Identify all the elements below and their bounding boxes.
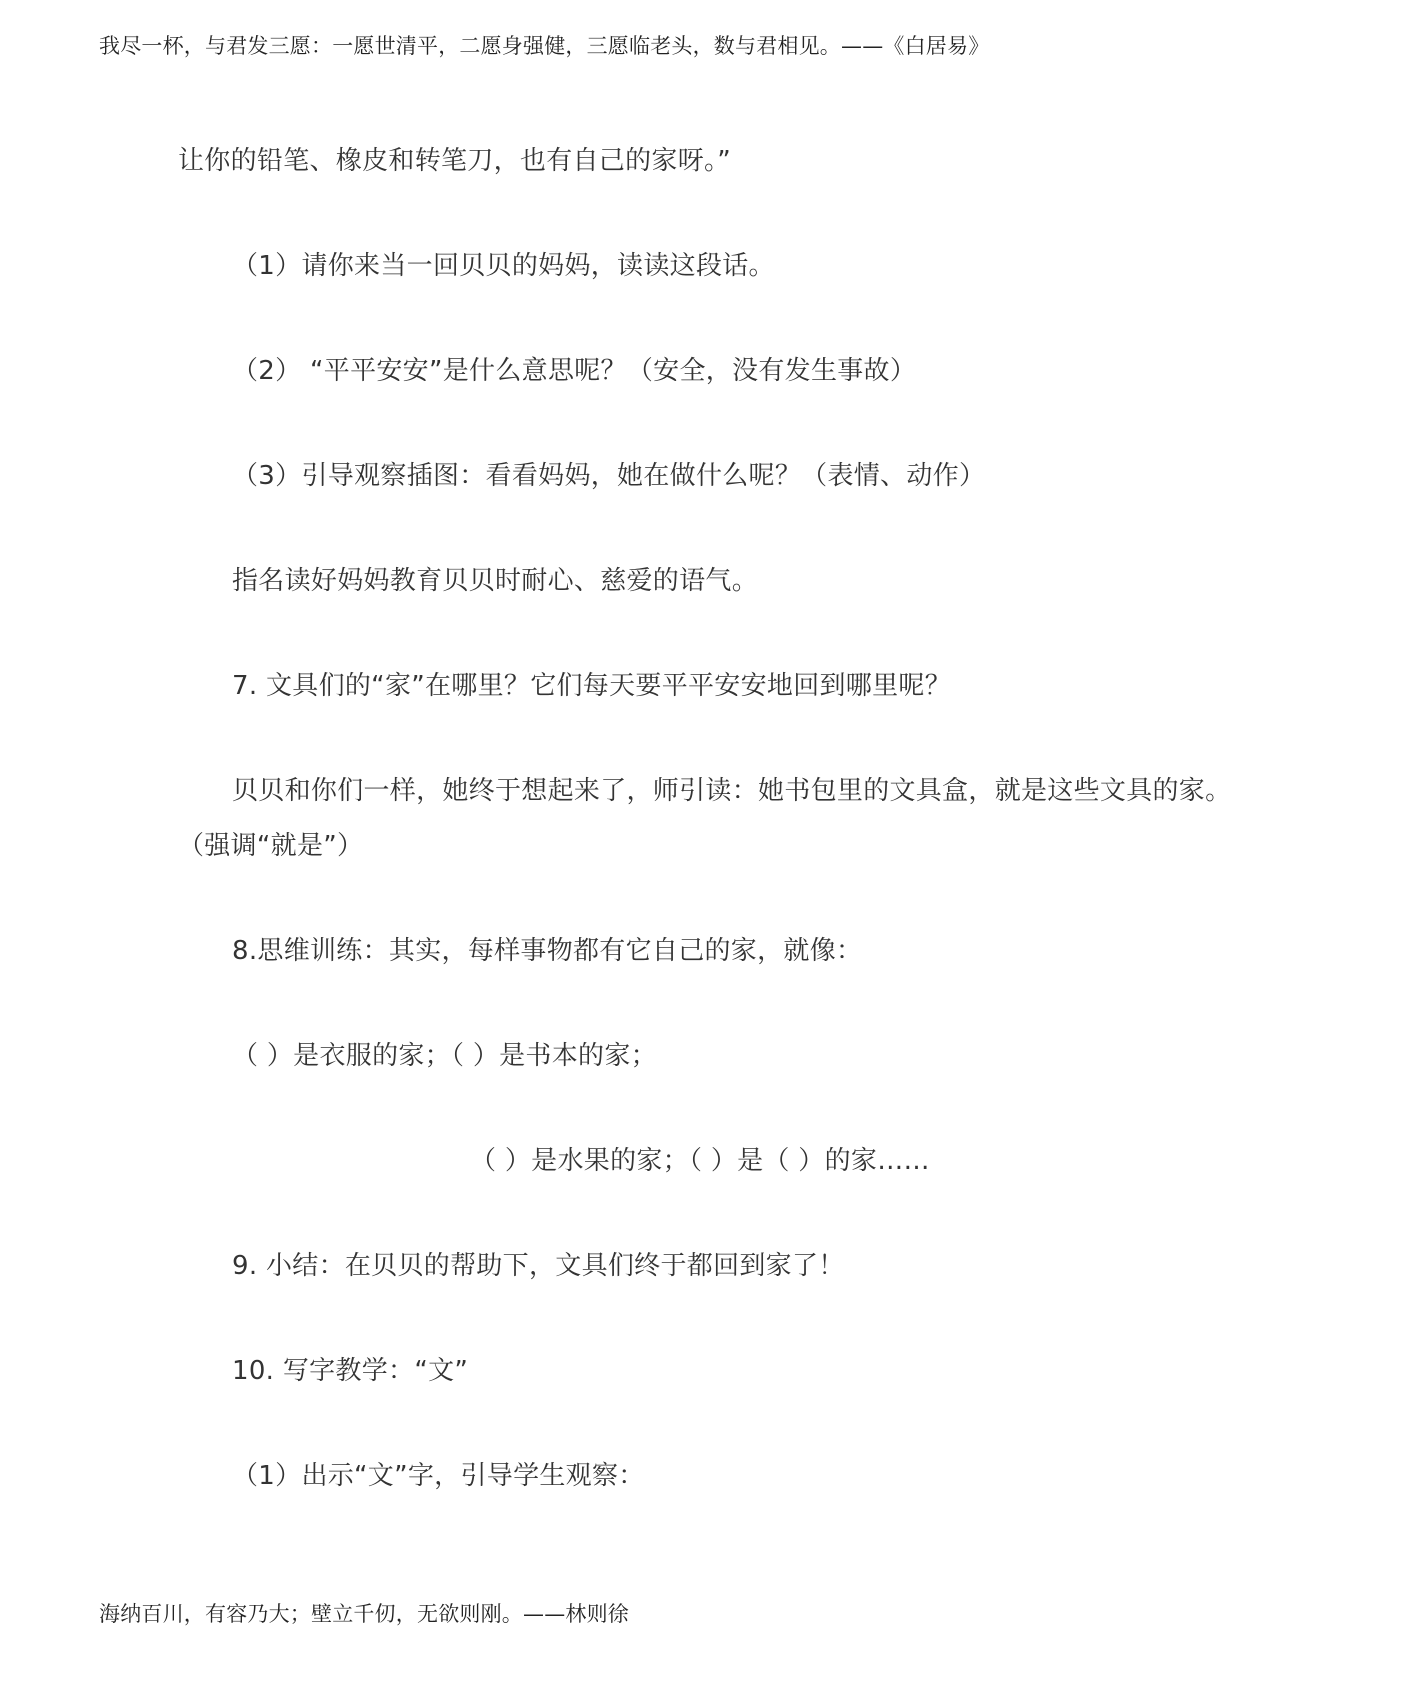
text-line-item-9: 9. 小结：在贝贝的帮助下，文具们终于都回到家了！ [232, 1251, 845, 1281]
text-line-paragraph: 贝贝和你们一样，她终于想起来了，师引读：她书包里的文具盒，就是这些文具的家。 [232, 776, 1232, 806]
text-line-blank-2: （ ）是水果的家；（ ）是（ ）的家…… [470, 1146, 930, 1176]
text-line-sub-1: （1）出示“文”字，引导学生观察： [232, 1461, 645, 1491]
footer-quote: 海纳百川，有容乃大；壁立千仞，无欲则刚。——林则徐 [99, 1602, 629, 1626]
text-line-question-1: （1）请你来当一回贝贝的妈妈，读读这段话。 [232, 251, 775, 281]
text-line-instruction: 指名读好妈妈教育贝贝时耐心、慈爱的语气。 [232, 566, 759, 596]
text-line-item-10: 10. 写字教学：“文” [232, 1356, 469, 1386]
text-line-blank-1: （ ）是衣服的家；（ ）是书本的家； [232, 1041, 657, 1071]
text-line-paragraph-cont: （强调“就是”） [178, 831, 364, 861]
text-line-question-2: （2） “平平安安”是什么意思呢？（安全，没有发生事故） [232, 356, 917, 386]
text-line-continuation: 让你的铅笔、橡皮和转笔刀，也有自己的家呀。” [178, 146, 732, 176]
text-line-item-8: 8.思维训练：其实，每样事物都有它自己的家，就像： [232, 936, 863, 966]
header-quote: 我尽一杯，与君发三愿：一愿世清平，二愿身强健，三愿临老头，数与君相见。——《白居易》 [99, 34, 990, 58]
text-line-item-7: 7. 文具们的“家”在哪里？它们每天要平平安安地回到哪里呢？ [232, 671, 952, 701]
text-line-question-3: （3）引导观察插图：看看妈妈，她在做什么呢？（表情、动作） [232, 461, 986, 491]
